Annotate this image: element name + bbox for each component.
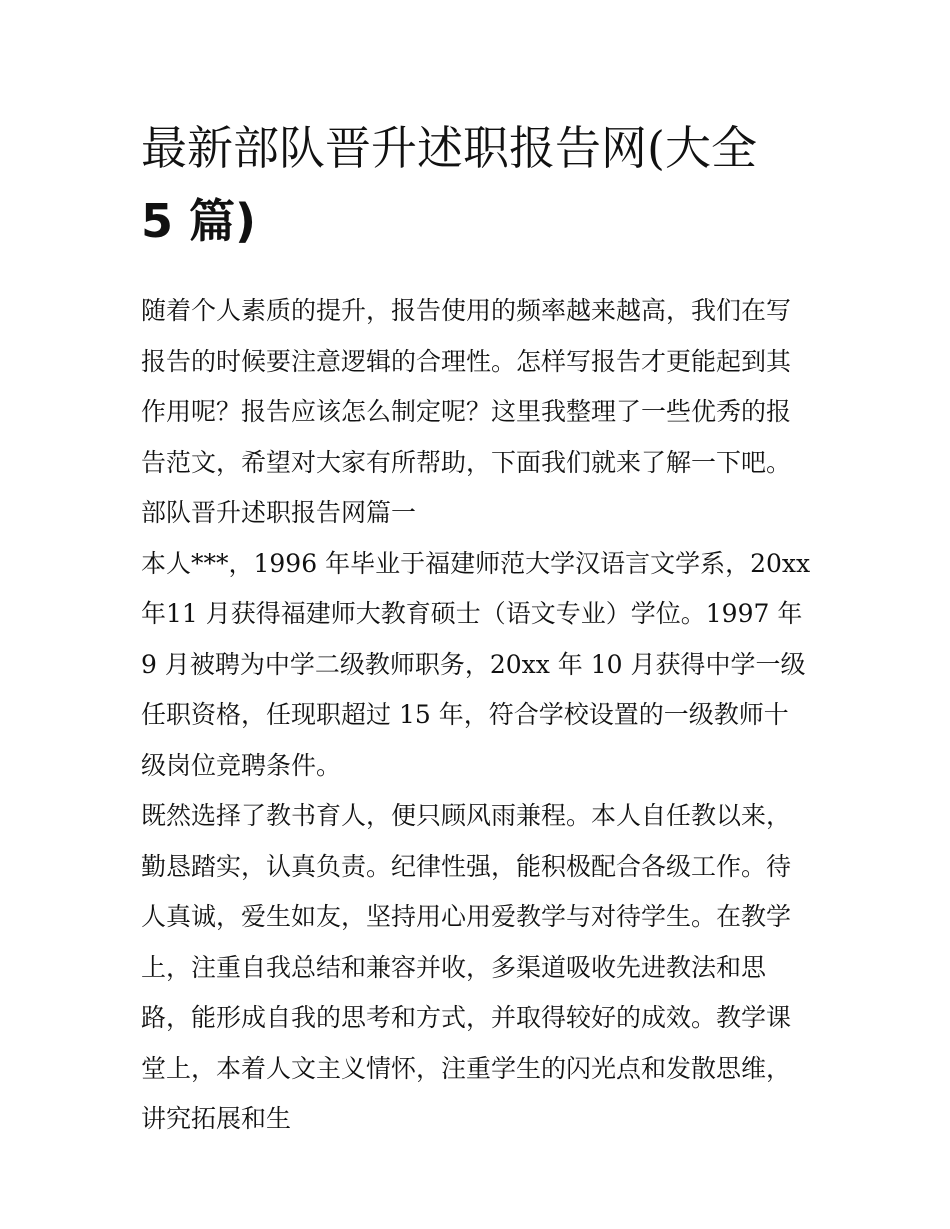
document-content [141,112,813,1145]
body-paragraph: 既然选择了教书育人，便只顾风雨兼程。本人自任教以来，勤恳踏实，认真负责。纪律性强，能积极配合各级工作。待人真诚，爱生如友，坚持用心用爱教学与对待学生。在教学上，注重自我总结和兼容并收，多渠道吸收先进教法和思路，能形成自我的思考和方式，并取得较好的成效。教学课堂上，本着人文主义情怀，注重学生的闪光点和发散思维，讲究拓展和生 [141,801,792,1133]
intro-paragraph: 随着个人素质的提升，报告使用的频率越来越高，我们在写报告的时候要注意逻辑的合理性。怎样写报告才更能起到其作用呢？报告应该怎么制定呢？这里我整理了一些优秀的报告范文，希望对大家有所帮助，下面我们就来了解一下吧。 [141,296,792,477]
document-title [141,112,813,258]
document-body [141,286,813,1145]
body-paragraph: 本人***，1996 年毕业于福建师范大学汉语言文学系，20xx 年11 月获得福建师大教育硕士（语文专业）学位。1997 年 9 月被聘为中学二级教师职务，20xx 年 10 月获得中学一级任职资格，任现职超过 15 年，符合学校设置的一级教师十级岗位竞聘条件。 [141,548,811,780]
title-line-2: 5 篇) [141,194,257,248]
section-heading: 部队晋升述职报告网篇一 [141,498,417,527]
title-line-1: 最新部队晋升述职报告网(大全 [141,121,757,175]
